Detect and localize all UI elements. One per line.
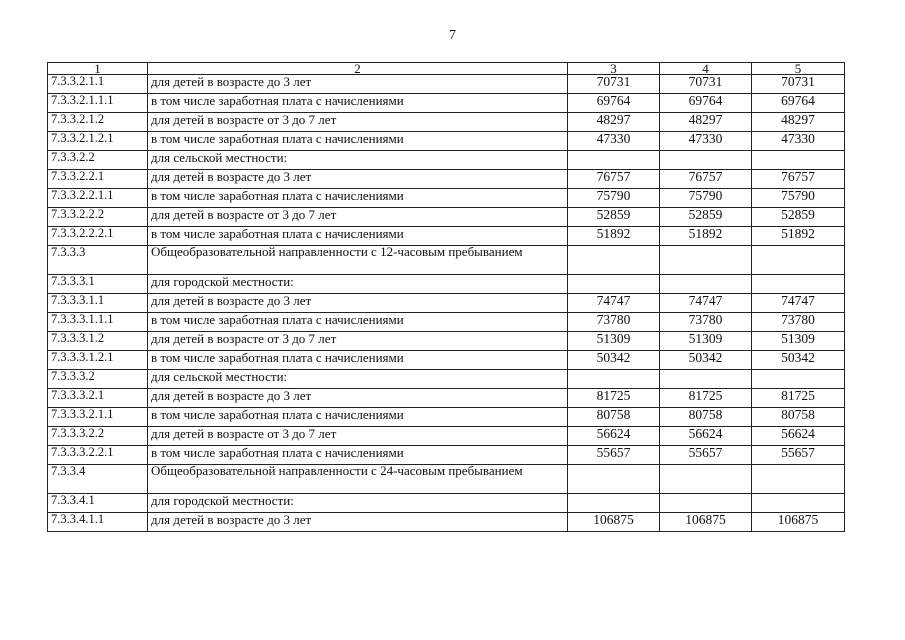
table-row: [48, 332, 845, 351]
value-col-3: 47330: [568, 132, 660, 151]
value-col-5: 48297: [752, 113, 845, 132]
row-code: 7.3.3.2.1.2: [48, 113, 148, 132]
value-col-5: 80758: [752, 408, 845, 427]
value-col-3: 48297: [568, 113, 660, 132]
value-col-3: 56624: [568, 427, 660, 446]
row-description: в том числе заработная плата с начислениями: [148, 408, 568, 427]
row-code: 7.3.3.3.2.1.1: [48, 408, 148, 427]
row-description: Общеобразовательной направленности с 12-часовым пребыванием: [148, 246, 568, 275]
value-col-4: 106875: [660, 513, 752, 532]
value-col-5: 75790: [752, 189, 845, 208]
row-code: 7.3.3.2.2: [48, 151, 148, 170]
table-row: [48, 313, 845, 332]
table-row: [48, 513, 845, 532]
row-code: 7.3.3.3.2.1: [48, 389, 148, 408]
table-row: [48, 494, 845, 513]
value-col-4: 51309: [660, 332, 752, 351]
table-row: [48, 465, 845, 494]
row-description: в том числе заработная плата с начислениями: [148, 351, 568, 370]
column-header-1: 1: [48, 63, 148, 75]
row-description: в том числе заработная плата с начислениями: [148, 94, 568, 113]
data-table: [47, 62, 845, 532]
row-description: для детей в возрасте до 3 лет: [148, 294, 568, 313]
value-col-3: 81725: [568, 389, 660, 408]
value-col-5: [752, 246, 845, 275]
table-row: [48, 351, 845, 370]
value-col-3: 80758: [568, 408, 660, 427]
value-col-5: 55657: [752, 446, 845, 465]
row-code: 7.3.3.3.2.2: [48, 427, 148, 446]
value-col-3: [568, 465, 660, 494]
table-row: [48, 246, 845, 275]
row-description: Общеобразовательной направленности с 24-часовым пребыванием: [148, 465, 568, 494]
value-col-4: [660, 275, 752, 294]
row-description: в том числе заработная плата с начислениями: [148, 313, 568, 332]
value-col-5: [752, 494, 845, 513]
row-code: 7.3.3.2.1.1: [48, 75, 148, 94]
value-col-4: 52859: [660, 208, 752, 227]
value-col-5: 51892: [752, 227, 845, 246]
value-col-4: 51892: [660, 227, 752, 246]
row-description: для детей в возрасте до 3 лет: [148, 75, 568, 94]
value-col-5: 81725: [752, 389, 845, 408]
table-row: [48, 75, 845, 94]
value-col-5: 74747: [752, 294, 845, 313]
row-code: 7.3.3.2.2.1: [48, 170, 148, 189]
row-code: 7.3.3.3.2: [48, 370, 148, 389]
table-row: [48, 408, 845, 427]
value-col-3: [568, 151, 660, 170]
value-col-5: [752, 275, 845, 294]
row-description: в том числе заработная плата с начислениями: [148, 227, 568, 246]
row-description: для детей в возрасте от 3 до 7 лет: [148, 427, 568, 446]
row-description: для детей в возрасте до 3 лет: [148, 389, 568, 408]
value-col-4: [660, 494, 752, 513]
value-col-3: 75790: [568, 189, 660, 208]
row-code: 7.3.3.4: [48, 465, 148, 494]
value-col-5: 56624: [752, 427, 845, 446]
value-col-5: 50342: [752, 351, 845, 370]
value-col-3: 74747: [568, 294, 660, 313]
table-row: [48, 189, 845, 208]
value-col-4: 70731: [660, 75, 752, 94]
value-col-4: [660, 370, 752, 389]
table-row: [48, 208, 845, 227]
column-header-5: 5: [752, 63, 845, 75]
table-row: [48, 113, 845, 132]
row-description: для городской местности:: [148, 494, 568, 513]
row-description: в том числе заработная плата с начислениями: [148, 132, 568, 151]
table-row: [48, 389, 845, 408]
row-code: 7.3.3.3: [48, 246, 148, 275]
value-col-4: 81725: [660, 389, 752, 408]
value-col-4: [660, 151, 752, 170]
value-col-3: 73780: [568, 313, 660, 332]
row-description: для детей в возрасте до 3 лет: [148, 170, 568, 189]
value-col-4: [660, 246, 752, 275]
header-row: [48, 63, 845, 75]
row-code: 7.3.3.3.1.1.1: [48, 313, 148, 332]
value-col-5: 106875: [752, 513, 845, 532]
row-description: в том числе заработная плата с начислениями: [148, 189, 568, 208]
value-col-3: 76757: [568, 170, 660, 189]
value-col-5: 69764: [752, 94, 845, 113]
column-header-3: 3: [568, 63, 660, 75]
row-description: для детей в возрасте от 3 до 7 лет: [148, 208, 568, 227]
value-col-3: 50342: [568, 351, 660, 370]
value-col-3: 69764: [568, 94, 660, 113]
value-col-4: 73780: [660, 313, 752, 332]
value-col-3: 55657: [568, 446, 660, 465]
row-code: 7.3.3.3.1: [48, 275, 148, 294]
value-col-5: [752, 370, 845, 389]
row-description: для сельской местности:: [148, 151, 568, 170]
table-row: [48, 170, 845, 189]
value-col-4: 76757: [660, 170, 752, 189]
value-col-3: [568, 246, 660, 275]
table-row: [48, 151, 845, 170]
value-col-5: [752, 151, 845, 170]
row-code: 7.3.3.2.2.2.1: [48, 227, 148, 246]
value-col-5: 52859: [752, 208, 845, 227]
value-col-3: [568, 370, 660, 389]
row-description: для детей в возрасте от 3 до 7 лет: [148, 332, 568, 351]
value-col-5: [752, 465, 845, 494]
value-col-3: [568, 275, 660, 294]
value-col-5: 51309: [752, 332, 845, 351]
value-col-3: 70731: [568, 75, 660, 94]
value-col-3: 51892: [568, 227, 660, 246]
table-row: [48, 94, 845, 113]
value-col-4: 48297: [660, 113, 752, 132]
row-code: 7.3.3.2.1.2.1: [48, 132, 148, 151]
value-col-4: 55657: [660, 446, 752, 465]
row-code: 7.3.3.3.1.2.1: [48, 351, 148, 370]
table-row: [48, 294, 845, 313]
value-col-5: 73780: [752, 313, 845, 332]
page-number: 7: [449, 28, 456, 43]
value-col-4: 50342: [660, 351, 752, 370]
row-code: 7.3.3.4.1: [48, 494, 148, 513]
row-code: 7.3.3.2.2.2: [48, 208, 148, 227]
row-code: 7.3.3.3.2.2.1: [48, 446, 148, 465]
column-header-2: 2: [148, 63, 568, 75]
row-description: для детей в возрасте до 3 лет: [148, 513, 568, 532]
table-row: [48, 275, 845, 294]
value-col-3: 51309: [568, 332, 660, 351]
row-code: 7.3.3.3.1.2: [48, 332, 148, 351]
value-col-5: 76757: [752, 170, 845, 189]
value-col-4: 56624: [660, 427, 752, 446]
row-code: 7.3.3.4.1.1: [48, 513, 148, 532]
value-col-4: 80758: [660, 408, 752, 427]
table-row: [48, 132, 845, 151]
row-code: 7.3.3.2.2.1.1: [48, 189, 148, 208]
value-col-3: 52859: [568, 208, 660, 227]
value-col-5: 70731: [752, 75, 845, 94]
value-col-5: 47330: [752, 132, 845, 151]
value-col-3: 106875: [568, 513, 660, 532]
row-description: для городской местности:: [148, 275, 568, 294]
value-col-4: 74747: [660, 294, 752, 313]
row-description: для сельской местности:: [148, 370, 568, 389]
row-description: для детей в возрасте от 3 до 7 лет: [148, 113, 568, 132]
table-row: [48, 227, 845, 246]
value-col-4: 47330: [660, 132, 752, 151]
table-row: [48, 446, 845, 465]
table-row: [48, 427, 845, 446]
value-col-3: [568, 494, 660, 513]
value-col-4: 75790: [660, 189, 752, 208]
table-row: [48, 370, 845, 389]
value-col-4: 69764: [660, 94, 752, 113]
column-header-4: 4: [660, 63, 752, 75]
row-code: 7.3.3.3.1.1: [48, 294, 148, 313]
row-code: 7.3.3.2.1.1.1: [48, 94, 148, 113]
value-col-4: [660, 465, 752, 494]
row-description: в том числе заработная плата с начислениями: [148, 446, 568, 465]
